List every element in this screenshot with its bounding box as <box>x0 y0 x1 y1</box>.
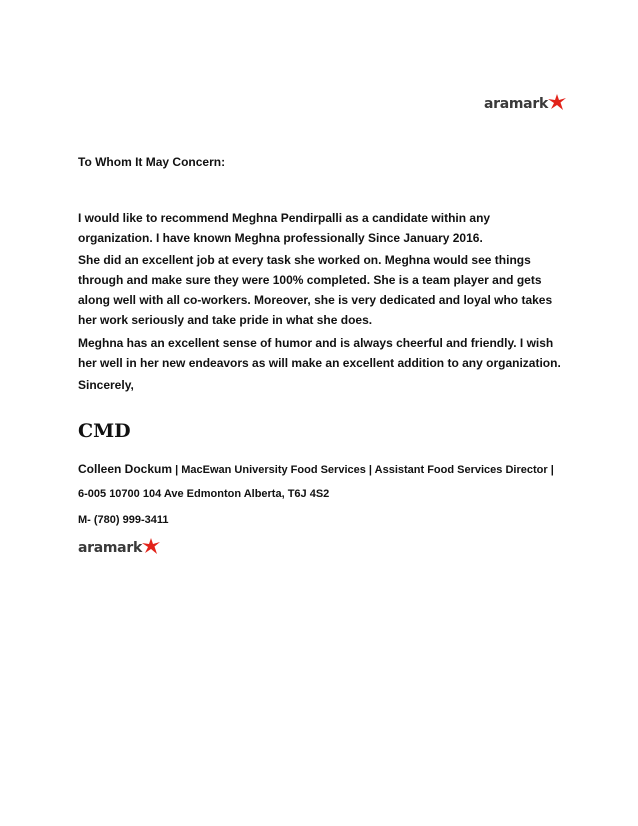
signature: CMD <box>78 420 131 442</box>
signer-name: Colleen Dockum <box>78 462 173 476</box>
aramark-logo-header <box>484 96 568 112</box>
signer-address: 6-005 10700 104 Ave Edmonton Alberta, T6J 4S2 <box>78 488 330 500</box>
closing: Sincerely, <box>78 378 134 392</box>
signer-line <box>78 462 554 476</box>
paragraph-3: Meghna has an excellent sense of humor and is always cheerful and friendly. I wish her well in her new endeavors as will make an excellent addition to any organization. <box>78 336 561 370</box>
paragraph-2: She did an excellent job at every task she worked on. Meghna would see things through and make sure they were 100% completed. She is a team player and gets along well with all co-workers. Moreover, she is very dedicated and loyal who takes her work seriously and take pride in what she does. <box>78 253 553 327</box>
logo-wordmark: aramark <box>78 540 142 556</box>
signer-phone: M- (780) 999-3411 <box>78 514 169 526</box>
signer-details: | MacEwan University Food Services | Assistant Food Services Director | <box>175 464 554 476</box>
aramark-star-icon <box>140 536 162 556</box>
salutation: To Whom It May Concern: <box>78 155 226 169</box>
aramark-star-icon <box>546 92 568 112</box>
paragraph-1: I would like to recommend Meghna Pendirpalli as a candidate within any organization. I have known Meghna professionally Since January 2016. <box>78 211 491 245</box>
logo-wordmark: aramark <box>484 96 548 112</box>
aramark-logo-footer <box>78 540 162 556</box>
